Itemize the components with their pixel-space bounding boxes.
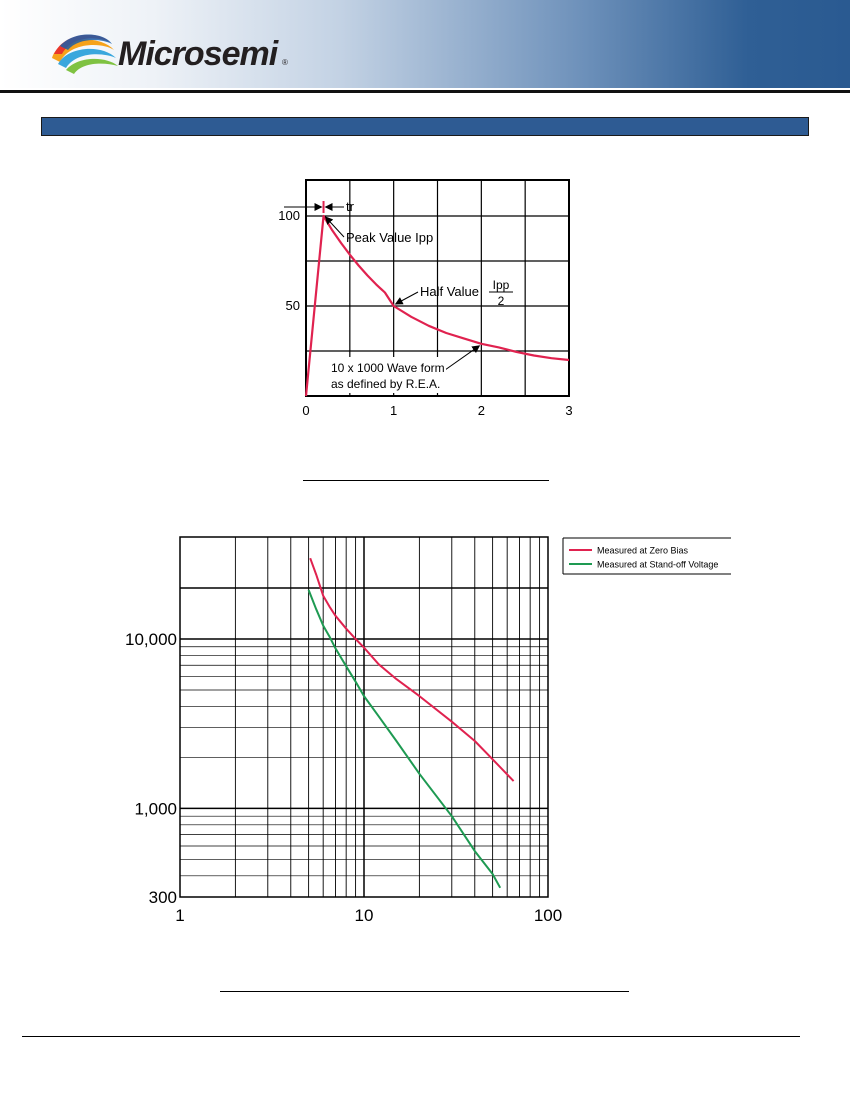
waveform-note-line1: 10 x 1000 Wave form — [331, 361, 445, 375]
y-tick-label: 300 — [148, 888, 177, 907]
x-tick-label: 2 — [477, 403, 485, 418]
x-tick-label: 1 — [175, 906, 185, 925]
y-tick-label: 50 — [285, 298, 300, 313]
peak-value-label: Peak Value Ipp — [346, 230, 434, 245]
waveform-note-line2: as defined by R.E.A. — [331, 377, 441, 391]
legend-label: Measured at Stand-off Voltage — [597, 559, 719, 570]
half-value-denominator: 2 — [497, 294, 505, 308]
chart1-caption-line — [303, 480, 549, 481]
log-log-chart — [100, 525, 740, 930]
legend-label: Measured at Zero Bias — [597, 545, 689, 556]
y-tick-label: 1,000 — [134, 799, 177, 819]
footer-rule — [22, 1036, 800, 1037]
section-title-bar — [41, 117, 809, 136]
zero-bias-series-line — [310, 558, 513, 781]
waveform-arrow — [445, 346, 479, 370]
rise-time-label: tr — [346, 199, 354, 214]
x-tick-label: 0 — [302, 403, 310, 418]
x-tick-label: 10 — [354, 906, 374, 925]
half-value-numerator: Ipp — [492, 278, 510, 292]
chart2-caption-line — [220, 991, 629, 992]
brand-trademark: ® — [282, 58, 288, 67]
half-value-arrow — [396, 292, 418, 304]
x-tick-label: 3 — [565, 403, 573, 418]
x-tick-label: 1 — [390, 403, 398, 418]
pulse-waveform-chart — [260, 160, 600, 425]
brand-name: Microsemi — [118, 35, 278, 73]
header-rule — [0, 90, 850, 93]
x-tick-label: 100 — [533, 906, 563, 925]
half-value-label: Half Value — [420, 284, 480, 299]
y-tick-label: 100 — [278, 208, 300, 223]
y-tick-label: 10,000 — [125, 629, 177, 649]
